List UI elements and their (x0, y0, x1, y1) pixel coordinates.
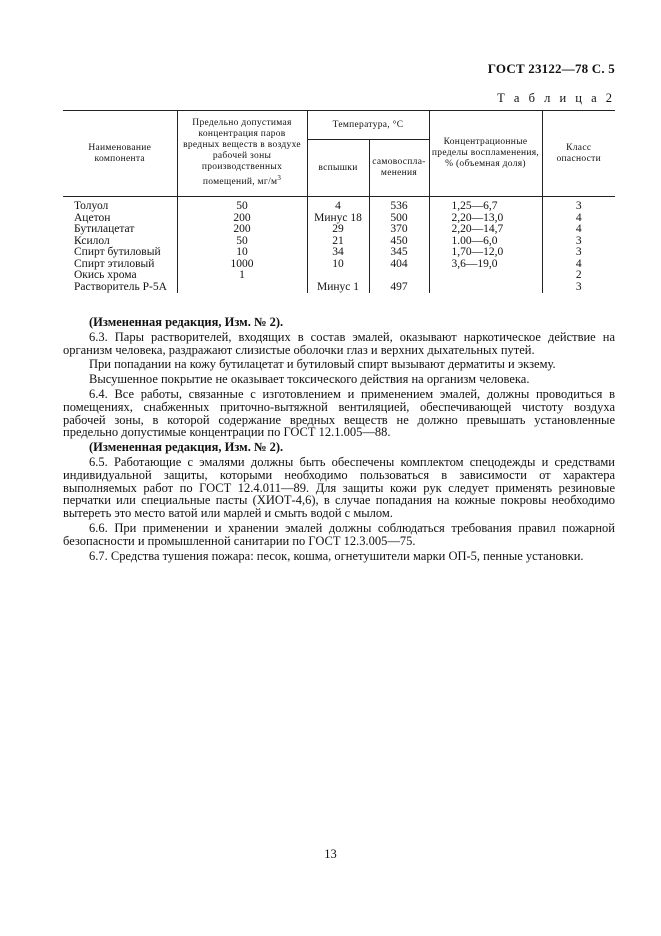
page-number: 13 (324, 847, 337, 861)
paragraph-6-5: 6.5. Работающие с эмалями должны быть обеспечены комплектом спецодежды и средствами индивидуальной защиты, которыми необходимо пользоваться в зависимости от характера выполняемых работ по ГОСТ 12.4.011—89. Для защиты кожи рук следует применять резиновые перчатки или специальные пасты (ХИОТ-4,6), в случае попадания на кожные покровы необходимо вытереть это место ватой или марлей и смыть водой с мылом. (63, 454, 615, 521)
cell-flash: 4 (307, 197, 369, 213)
table-row (63, 197, 615, 213)
cell-hazard: 3 (542, 247, 615, 259)
cell-autoignition: 497 (369, 282, 429, 294)
paragraph-6-3: 6.3. Пары растворителей, входящих в состав эмалей, оказывают наркотическое действие на организм человека, раздражают слизистые оболочки глаз и верхних дыхательных путей. (63, 329, 615, 357)
cell-name: Растворитель Р-5А (63, 282, 177, 294)
cell-mac: 1 (177, 270, 307, 282)
paragraph-6-6: 6.6. При применении и хранении эмалей должны соблюдаться требования правил пожарной безопасности и промышленной санитарии по ГОСТ 12.3.005—75. (63, 520, 615, 548)
cell-hazard: 2 (542, 270, 615, 282)
amendment-note: (Измененная редакция, Изм. № 2). (89, 440, 284, 455)
cell-flash: 21 (307, 236, 369, 248)
paragraph-6-7: 6.7. Средства тушения пожара: песок, кошма, огнетушители марки ОП-5, пенные установки. (89, 548, 584, 563)
header-flash-point: вспышки (307, 140, 369, 197)
cell-name: Спирт этиловый (63, 259, 177, 271)
cell-flash: 29 (307, 224, 369, 236)
table-row (63, 259, 615, 271)
cell-name: Спирт бутиловый (63, 247, 177, 259)
cell-flash (307, 270, 369, 282)
cell-mac: 1000 (177, 259, 307, 271)
cell-mac: 200 (177, 213, 307, 225)
header-component-name: Наименование компонента (63, 111, 177, 197)
cell-limits: 3,6—19,0 (429, 259, 542, 271)
cell-flash: Минус 18 (307, 213, 369, 225)
cell-limits: 1,25—6,7 (429, 197, 542, 213)
cell-autoignition: 450 (369, 236, 429, 248)
header-autoignition: самовоспла-менения (369, 140, 429, 197)
cell-autoignition: 370 (369, 224, 429, 236)
cell-autoignition: 404 (369, 259, 429, 271)
cell-flash: 34 (307, 247, 369, 259)
cell-name: Толуол (63, 197, 177, 213)
cell-mac: 50 (177, 236, 307, 248)
cell-mac: 10 (177, 247, 307, 259)
cell-limits (429, 282, 542, 294)
cell-name: Бутилацетат (63, 224, 177, 236)
header-max-concentration: Предельно допустимая концентрация паров вредных веществ в воздухе рабочей зоны производственных помещений, $мг/м^3$ (177, 111, 307, 197)
document-reference: ГОСТ 23122—78 С. 5 (487, 61, 615, 76)
paragraph-6-4: 6.4. Все работы, связанные с изготовлением и применением эмалей, должны проводиться в помещениях, снабженных приточно-вытяжной вентиляцией, обеспечивающей чистоту воздуха рабочей зоны, в которой содержание вредных веществ не должно превышать установленные предельно допустимые концентрации по ГОСТ 12.1.005—88. (63, 386, 615, 440)
cell-limits: 2,20—13,0 (429, 213, 542, 225)
cell-limits: 1.00—6,0 (429, 236, 542, 248)
cell-name: Окись хрома (63, 270, 177, 282)
cell-flash: Минус 1 (307, 282, 369, 294)
cell-hazard: 4 (542, 259, 615, 271)
table-caption: Т а б л и ц а 2 (497, 91, 615, 105)
header-hazard-class: Класс опасности (542, 111, 615, 197)
properties-table (63, 110, 615, 293)
table-row (63, 270, 615, 282)
header-temperature: Температура, °С (307, 111, 429, 140)
cell-hazard: 4 (542, 213, 615, 225)
cell-autoignition: 345 (369, 247, 429, 259)
cell-hazard: 3 (542, 236, 615, 248)
paragraph-6-3-skin: При попадании на кожу бутилацетат и бутиловый спирт вызывают дерматиты и экзему. (89, 357, 556, 372)
cell-autoignition: 536 (369, 197, 429, 213)
table-row (63, 247, 615, 259)
cell-name: Ксилол (63, 236, 177, 248)
cell-limits: 2,20—14,7 (429, 224, 542, 236)
table-row (63, 224, 615, 236)
cell-mac (177, 282, 307, 294)
header-ignition-limits: Концентрационные пределы воспламенения, % (объемная доля) (429, 111, 542, 197)
table-row (63, 282, 615, 294)
cell-limits (429, 270, 542, 282)
cell-autoignition: 500 (369, 213, 429, 225)
cell-mac: 200 (177, 224, 307, 236)
body-text (63, 316, 615, 564)
cell-hazard: 3 (542, 282, 615, 294)
cell-autoignition (369, 270, 429, 282)
cell-name: Ацетон (63, 213, 177, 225)
amendment-note: (Измененная редакция, Изм. № 2). (89, 315, 284, 329)
cell-mac: 50 (177, 197, 307, 213)
paragraph-6-3-coating: Высушенное покрытие не оказывает токсического действия на организм человека. (89, 372, 530, 387)
cell-limits: 1,70—12,0 (429, 247, 542, 259)
cell-hazard: 3 (542, 197, 615, 213)
cell-flash: 10 (307, 259, 369, 271)
cell-hazard: 4 (542, 224, 615, 236)
